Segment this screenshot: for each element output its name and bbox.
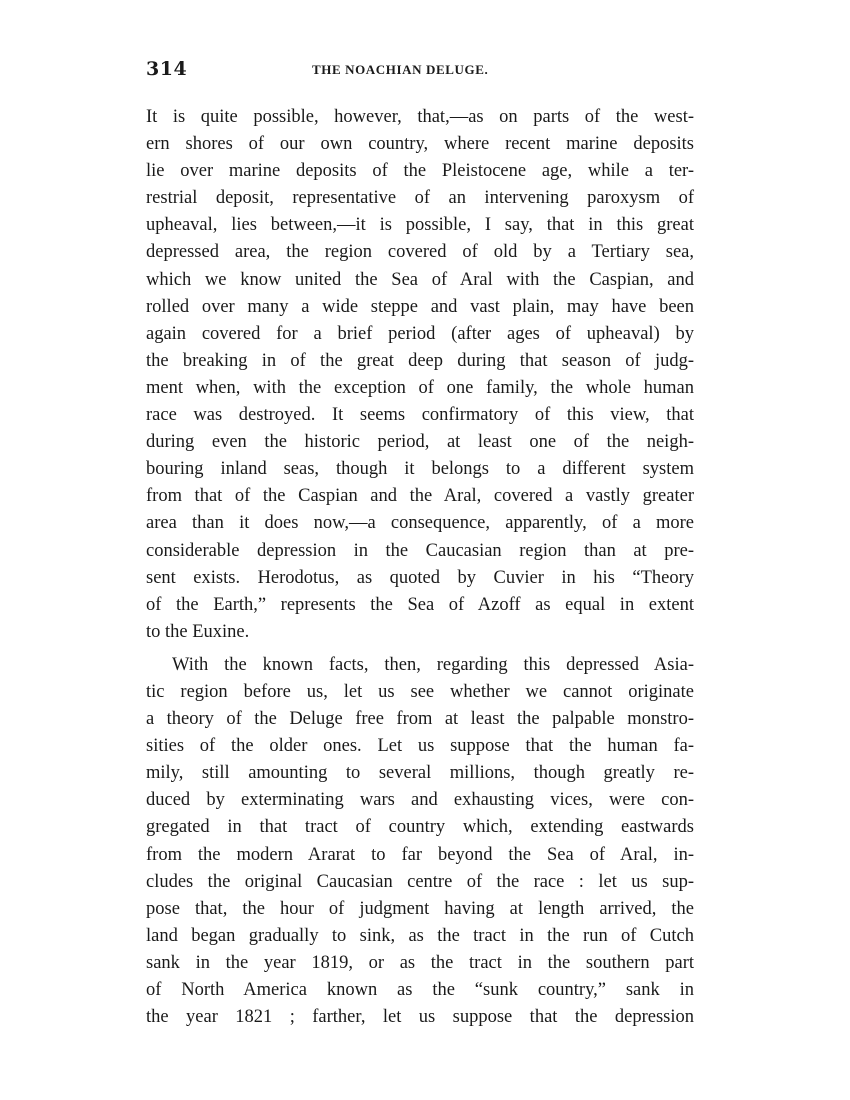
text-line: mily, still amounting to several millions, though greatly re-: [146, 763, 694, 784]
text-line: during even the historic period, at least one of the neigh-: [146, 432, 694, 453]
text-line: of the Earth,” represents the Sea of Azoff as equal in extent: [146, 594, 694, 615]
text-line: sent exists. Herodotus, as quoted by Cuvier in his “Theory: [146, 567, 694, 588]
text-line: tic region before us, let us see whether we cannot originate: [146, 681, 694, 702]
text-line: It is quite possible, however, that,—as on parts of the west-: [146, 107, 694, 127]
text-line: upheaval, lies between,—it is possible, I say, that in this great: [146, 215, 694, 236]
text-line: again covered for a brief period (after ages of upheaval) by: [146, 323, 694, 344]
text-line: area than it does now,—a consequence, apparently, of a more: [146, 513, 694, 534]
text-line: a theory of the Deluge free from at least the palpable monstro-: [146, 709, 694, 730]
text-line: rolled over many a wide steppe and vast plain, may have been: [146, 296, 694, 317]
text-line: land began gradually to sink, as the tract in the run of Cutch: [146, 925, 694, 946]
text-line: ment when, with the exception of one family, the whole human: [146, 377, 694, 398]
text-line: duced by exterminating wars and exhausting vices, were con-: [146, 790, 694, 811]
text-line: from the modern Ararat to far beyond the Sea of Aral, in-: [146, 844, 694, 865]
text-line: gregated in that tract of country which, extending eastwards: [146, 817, 694, 838]
body-text: [146, 104, 694, 1031]
text-line: bouring inland seas, though it belongs to a different system: [146, 459, 694, 480]
text-line: which we know united the Sea of Aral with the Caspian, and: [146, 269, 694, 290]
text-line: race was destroyed. It seems confirmatory of this view, that: [146, 405, 694, 426]
text-line: sities of the older ones. Let us suppose that the human fa-: [146, 736, 694, 757]
text-line: the year 1821 ; farther, let us suppose that the depression: [146, 1007, 694, 1028]
text-line: ern shores of our own country, where recent marine deposits: [146, 134, 694, 155]
text-line: lie over marine deposits of the Pleistocene age, while a ter-: [146, 161, 694, 182]
text-line: to the Euxine.: [146, 621, 250, 642]
text-line: considerable depression in the Caucasian region than at pre-: [146, 540, 694, 561]
page-number: 314: [146, 58, 188, 80]
running-title: THE NOACHIAN DELUGE.: [312, 62, 489, 77]
text-line: the breaking in of the great deep during that season of judg-: [146, 350, 694, 371]
paragraph: [146, 104, 694, 646]
text-line: from that of the Caspian and the Aral, covered a vastly greater: [146, 486, 694, 507]
running-head: [146, 58, 694, 84]
text-line: With the known facts, then, regarding this depressed Asia-: [172, 654, 694, 675]
text-line: sank in the year 1819, or as the tract in the southern part: [146, 952, 694, 973]
text-line: pose that, the hour of judgment having at length arrived, the: [146, 898, 694, 919]
text-line: cludes the original Caucasian centre of the race : let us sup-: [146, 871, 694, 892]
text-line: depressed area, the region covered of old by a Tertiary sea,: [146, 242, 694, 263]
text-line: restrial deposit, representative of an intervening paroxysm of: [146, 188, 694, 209]
text-line: of North America known as the “sunk country,” sank in: [146, 980, 694, 1000]
paragraph: [146, 652, 694, 1031]
